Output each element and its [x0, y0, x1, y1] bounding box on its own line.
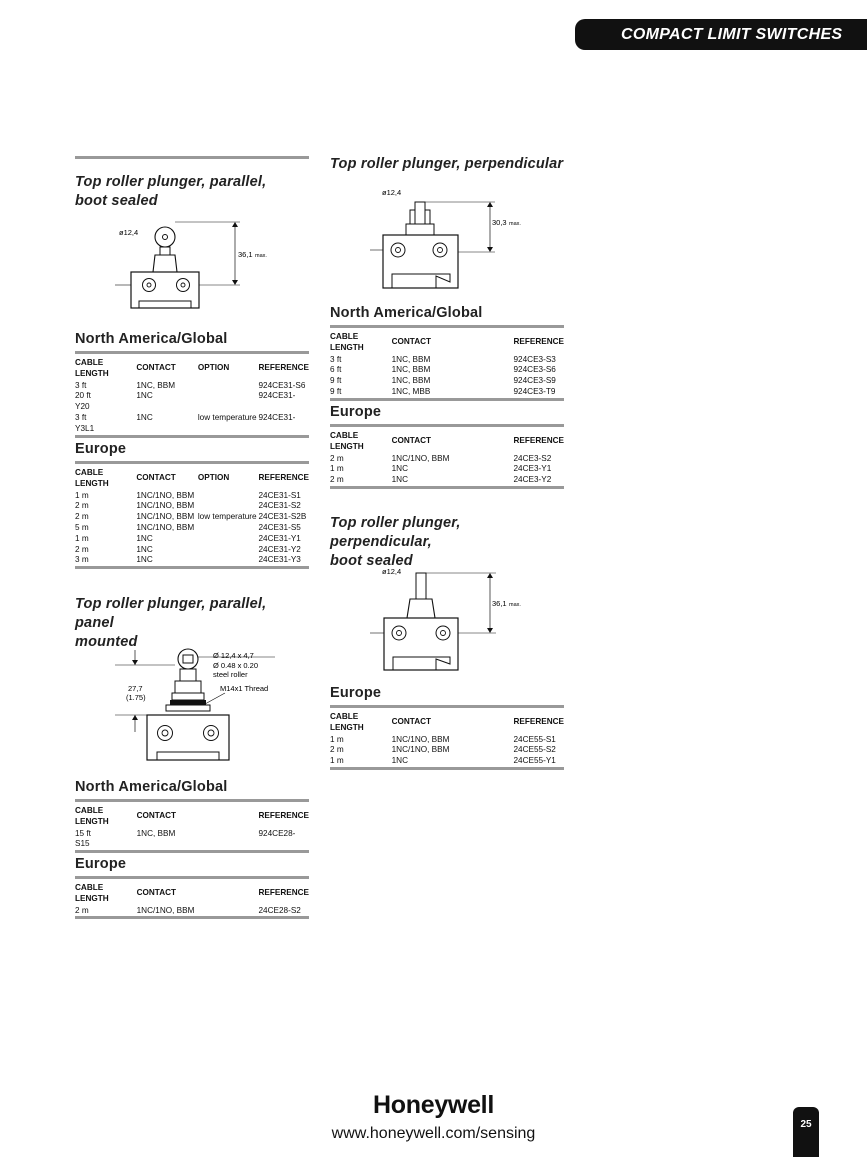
table-cell: [198, 523, 259, 534]
page-number: 25: [793, 1107, 819, 1157]
column-header: CABLE LENGTH: [330, 712, 364, 732]
table-cell: 1NC: [136, 391, 153, 401]
table-cell: 924CE3-S9: [513, 376, 556, 386]
table-cell: Y20: [75, 402, 90, 412]
table-row: [330, 745, 564, 756]
region-title: North America/Global: [75, 330, 309, 354]
thread-label: M14x1 Thread: [220, 684, 269, 693]
table-cell: 3 m: [75, 555, 89, 565]
table-cell: [198, 381, 259, 392]
column-header: CONTACT: [391, 436, 432, 446]
table-row: [75, 512, 309, 523]
table-cell: [136, 424, 198, 436]
table-cell: [198, 545, 259, 556]
spec-table: [330, 708, 564, 770]
na-block-perpendicular: [330, 304, 564, 401]
table-cell: 24CE31-S2B: [258, 512, 307, 522]
table-row: [330, 355, 564, 366]
table-cell: 924CE31-: [258, 391, 296, 401]
table-cell: low temperature: [197, 512, 257, 522]
table-cell: 2 m: [75, 512, 89, 522]
column-header: REFERENCE: [513, 436, 564, 446]
table-cell: 1NC/1NO, BBM: [391, 734, 450, 744]
table-cell: 1NC: [136, 533, 153, 543]
column-header: REFERENCE: [258, 363, 309, 373]
section-title-line: boot sealed: [75, 193, 158, 209]
table-row: [75, 555, 309, 567]
table-cell: [198, 534, 259, 545]
eu-block-perpendicular: [330, 403, 564, 489]
table-cell: [259, 839, 310, 851]
region-title: North America/Global: [330, 304, 564, 328]
table-cell: [198, 402, 259, 413]
table-cell: 1NC, BBM: [391, 365, 431, 375]
column-header: CONTACT: [136, 888, 177, 898]
table-cell: 24CE31-S5: [258, 522, 301, 532]
column-header: CONTACT: [136, 473, 176, 483]
height-label: 30,3: [492, 218, 507, 227]
table-cell: 6 ft: [330, 365, 342, 375]
na-block-parallel-panel: [75, 778, 309, 853]
table-row: [330, 454, 564, 465]
section-title: [75, 173, 309, 211]
table-cell: [137, 839, 259, 851]
table-cell: 1NC/1NO, BBM: [136, 905, 195, 915]
height-suffix: max.: [255, 253, 267, 259]
table-cell: 924CE31-S6: [258, 380, 306, 390]
table-cell: 924CE28-: [258, 828, 296, 838]
column-header: CABLE LENGTH: [75, 358, 109, 378]
table-cell: 924CE31-: [258, 412, 296, 422]
table-row: [330, 464, 564, 475]
table-row: [75, 381, 309, 392]
table-cell: 5 m: [75, 522, 89, 532]
table-row: [75, 839, 309, 851]
table-cell: 24CE3-Y2: [513, 475, 552, 485]
roller-dim-label: steel roller: [213, 670, 248, 679]
table-cell: 2 m: [330, 453, 344, 463]
table-header-row: [75, 802, 309, 829]
table-header-row: [75, 879, 309, 906]
table-cell: 1NC/1NO, BBM: [136, 490, 195, 500]
table-cell: 1NC: [136, 555, 153, 565]
table-cell: 1 m: [75, 490, 89, 500]
region-title: Europe: [330, 684, 564, 708]
column-header: CONTACT: [136, 363, 176, 373]
table-cell: 1NC, BBM: [136, 828, 176, 838]
table-row: [330, 376, 564, 387]
spec-table: [75, 464, 309, 569]
section-banner: COMPACT LIMIT SWITCHES: [575, 19, 867, 50]
table-cell: 924CE3-T9: [513, 386, 556, 396]
diameter-label: ø12,4: [382, 567, 402, 576]
table-cell: 3 ft: [75, 412, 87, 422]
roller-dim-label: Ø 12,4 x 4,7: [213, 651, 254, 660]
column-header: CABLE LENGTH: [330, 431, 364, 451]
column-header: OPTION: [197, 473, 230, 483]
diameter-label: ø12,4: [382, 188, 402, 197]
column-header: CABLE LENGTH: [75, 468, 109, 488]
table-cell: 1NC, BBM: [136, 380, 176, 390]
table-cell: 15 ft: [75, 828, 91, 838]
diagram-parallel-panel: [75, 640, 309, 765]
table-header-row: [330, 708, 564, 735]
table-cell: 1NC: [391, 756, 408, 766]
table-cell: 1NC: [136, 412, 153, 422]
eu-block-parallel-panel: [75, 855, 309, 919]
table-cell: [198, 555, 259, 567]
brand-logo: Honeywell: [373, 1091, 494, 1119]
table-cell: 1NC/1NO, BBM: [391, 453, 450, 463]
na-block-parallel-boot: [75, 330, 309, 438]
section-title-line: Top roller plunger, parallel, panel: [75, 596, 267, 631]
table-cell: [198, 491, 259, 502]
height-suffix: max.: [509, 221, 521, 227]
table-cell: 2 m: [75, 905, 89, 915]
section-title-line: Top roller plunger, perpendicular,: [330, 515, 461, 550]
table-row: [75, 391, 309, 402]
table-cell: 24CE55-S2: [513, 745, 556, 755]
table-cell: 20 ft: [75, 391, 91, 401]
column-header: REFERENCE: [513, 337, 564, 347]
region-title: Europe: [75, 440, 309, 464]
column-header: REFERENCE: [258, 888, 309, 898]
section-parallel-boot: [75, 156, 309, 211]
spec-table: [75, 354, 309, 438]
table-cell: [198, 501, 259, 512]
column-header: CONTACT: [391, 337, 432, 347]
table-cell: Y3L1: [75, 423, 95, 433]
diagram-perpendicular-boot: [330, 560, 564, 675]
eu-block-parallel-boot: [75, 440, 309, 569]
table-cell: 924CE3-S3: [513, 354, 556, 364]
website-url[interactable]: www.honeywell.com/sensing: [331, 1125, 536, 1142]
table-cell: [136, 402, 198, 413]
table-cell: 1 m: [330, 464, 344, 474]
table-header-row: [330, 427, 564, 454]
table-cell: 9 ft: [330, 376, 342, 386]
height-suffix: max.: [509, 602, 521, 608]
table-cell: 24CE55-Y1: [513, 756, 556, 766]
table-cell: 24CE3-S2: [513, 453, 552, 463]
table-cell: 2 m: [75, 501, 89, 511]
table-cell: [198, 424, 259, 436]
section-title-line: Top roller plunger, parallel,: [75, 174, 267, 190]
table-row: [330, 735, 564, 746]
column-header: CABLE LENGTH: [75, 883, 109, 903]
table-cell: 924CE3-S6: [513, 365, 556, 375]
table-cell: 24CE31-S2: [258, 501, 301, 511]
table-cell: 1NC, MBB: [391, 386, 431, 396]
section-title-line: boot sealed: [330, 553, 413, 569]
table-row: [75, 491, 309, 502]
table-row: [75, 534, 309, 545]
table-cell: 9 ft: [330, 386, 342, 396]
table-cell: 1NC/1NO, BBM: [136, 522, 195, 532]
table-cell: 1 m: [330, 734, 344, 744]
diagram-parallel-boot: [75, 215, 309, 315]
spec-table: [330, 328, 564, 401]
eu-block-perpendicular-boot: [330, 684, 564, 770]
table-row: [75, 424, 309, 436]
table-row: [75, 523, 309, 534]
table-row: [75, 829, 309, 840]
spec-table: [75, 802, 309, 853]
column-header: CONTACT: [391, 717, 432, 727]
table-cell: 2 m: [75, 544, 89, 554]
region-title: North America/Global: [75, 778, 309, 802]
table-cell: 24CE31-Y3: [258, 555, 301, 565]
table-cell: 2 m: [330, 745, 344, 755]
table-cell: 24CE28-S2: [258, 905, 301, 915]
table-cell: 24CE31-Y1: [258, 533, 301, 543]
table-cell: 24CE55-S1: [513, 734, 556, 744]
table-header-row: [75, 464, 309, 491]
table-header-row: [75, 354, 309, 381]
table-row: [75, 545, 309, 556]
table-row: [75, 501, 309, 512]
roller-dim-label: Ø 0.48 x 0.20: [213, 661, 259, 670]
diameter-label: ø12,4: [119, 228, 139, 237]
spec-table: [75, 879, 309, 919]
table-cell: [198, 391, 259, 402]
table-cell: 1NC, BBM: [391, 354, 431, 364]
column-header: OPTION: [197, 363, 230, 373]
table-cell: 24CE31-Y2: [258, 544, 301, 554]
table-cell: 1 m: [75, 533, 89, 543]
table-cell: 3 ft: [330, 354, 342, 364]
table-cell: 1NC/1NO, BBM: [391, 745, 450, 755]
diagram-perpendicular: [330, 180, 564, 295]
table-row: [330, 756, 564, 768]
section-title-line: mounted: [75, 634, 138, 650]
table-header-row: [330, 328, 564, 355]
table-row: [75, 413, 309, 424]
table-cell: 1NC: [391, 475, 408, 485]
table-cell: 24CE3-Y1: [513, 464, 552, 474]
column-header: CABLE LENGTH: [330, 332, 364, 352]
region-title: Europe: [330, 403, 564, 427]
spec-table: [330, 427, 564, 489]
column-header: CONTACT: [136, 811, 177, 821]
table-row: [75, 402, 309, 413]
section-title: Top roller plunger, perpendicular: [330, 156, 564, 172]
table-cell: 1NC, BBM: [391, 376, 431, 386]
table-cell: 2 m: [330, 475, 344, 485]
column-header: CABLE LENGTH: [75, 806, 109, 826]
height-label: 36,1: [238, 250, 253, 259]
table-cell: S15: [75, 839, 90, 849]
column-header: REFERENCE: [258, 473, 309, 483]
table-cell: [259, 424, 310, 436]
column-header: REFERENCE: [513, 717, 564, 727]
table-row: [330, 365, 564, 376]
table-row: [330, 387, 564, 399]
table-cell: 1NC/1NO, BBM: [136, 512, 195, 522]
height-label: 36,1: [492, 599, 507, 608]
table-cell: 1NC/1NO, BBM: [136, 501, 195, 511]
height-label-imperial: (1.75): [126, 693, 146, 702]
table-cell: low temperature: [197, 412, 257, 422]
table-cell: 1 m: [330, 756, 344, 766]
table-cell: [259, 402, 310, 413]
table-row: [330, 475, 564, 487]
table-cell: 1NC: [391, 464, 408, 474]
column-header: REFERENCE: [258, 811, 309, 821]
table-cell: 24CE31-S1: [258, 490, 301, 500]
table-cell: 3 ft: [75, 380, 87, 390]
table-cell: 1NC: [136, 544, 153, 554]
height-label: 27,7: [128, 684, 143, 693]
region-title: Europe: [75, 855, 309, 879]
table-row: [75, 906, 309, 918]
